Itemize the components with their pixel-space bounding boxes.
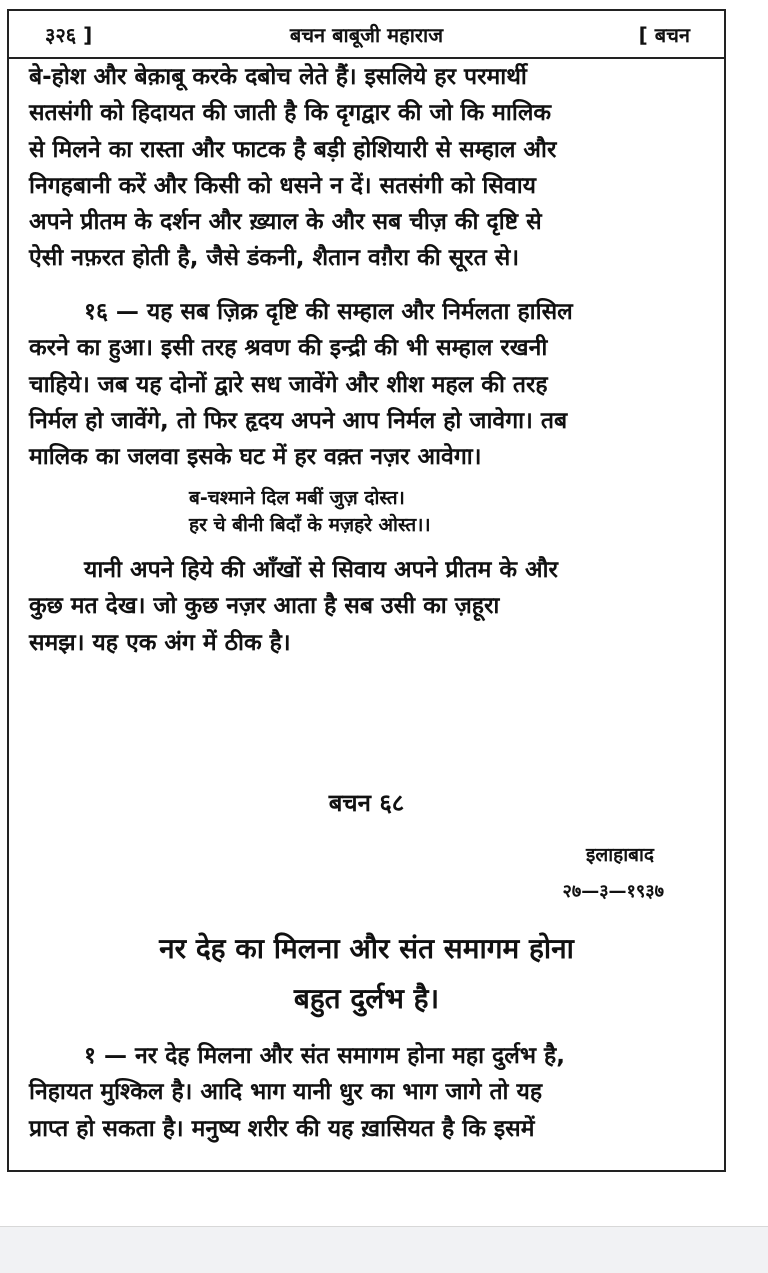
- text-line: निहायत मुश्किल है। आदि भाग यानी धुर का भाग जागे तो यह: [29, 1079, 543, 1106]
- text-line: प्राप्त हो सकता है। मनुष्य शरीर की यह ख़ासियत है कि इसमें: [29, 1115, 535, 1142]
- page-number: ३२६ ]: [45, 23, 93, 47]
- text-line: सतसंगी को हिदायत की जाती है कि दृगद्वार की जो कि मालिक: [29, 100, 552, 127]
- text-line: १६ — यह सब ज़िक्र दृष्टि की सम्हाल और निर्मलता हासिल: [84, 299, 573, 325]
- section-label: [ बचन: [638, 23, 690, 47]
- couplet: [189, 485, 431, 539]
- paragraph-3: [29, 552, 709, 661]
- text-line: मालिक का जलवा इसके घट में हर वक़्त नज़र आवेगा।: [29, 444, 482, 471]
- text-line: कुछ मत देख। जो कुछ नज़र आता है सब उसी का ज़हूरा: [29, 593, 500, 620]
- paragraph-4: [29, 1038, 709, 1147]
- date: २७—३—१९३७: [562, 881, 664, 902]
- place-name: इलाहाबाद: [585, 844, 654, 866]
- vachan-title: बचन ६८: [328, 789, 405, 817]
- text-line: समझ। यह एक अंग में ठीक है।: [29, 629, 291, 656]
- text-line: निगहबानी करें और किसी को धसने न दें। सतसंगी को सिवाय: [29, 172, 536, 199]
- couplet-line: हर चे बीनी बिदाँ के मज़हरे ओस्त।।: [189, 514, 431, 536]
- heading-line: नर देह का मिलना और संत समागम होना: [159, 932, 574, 965]
- heading-line: बहुत दुर्लभ है।: [293, 982, 440, 1015]
- viewer-bottom-bar: [0, 1226, 768, 1273]
- running-title: बचन बाबूजी महाराज: [289, 23, 444, 47]
- text-line: निर्मल हो जावेंगे, तो फिर हृदय अपने आप निर्मल हो जावेगा। तब: [29, 407, 568, 434]
- chapter-heading: [9, 924, 724, 1024]
- text-line: से मिलने का रास्ता और फाटक है बड़ी होशियारी से सम्हाल और: [29, 136, 557, 163]
- text-line: करने का हुआ। इसी तरह श्रवण की इन्द्री की भी सम्हाल रखनी: [29, 335, 548, 362]
- text-line: अपने प्रीतम के दर्शन और ख़्याल के और सब चीज़ की दृष्टि से: [29, 209, 542, 236]
- paragraph-2: [29, 294, 709, 475]
- text-line: यानी अपने हिये की आँखों से सिवाय अपने प्रीतम के और: [84, 557, 558, 583]
- book-page: [7, 9, 726, 1172]
- text-line: बे-होश और बेक़ाबू करके दबोच लेते हैं। इसलिये हर परमार्थी: [29, 64, 527, 90]
- paragraph-1: [29, 59, 709, 277]
- page-header: [9, 11, 724, 59]
- text-line: चाहिये। जब यह दोनों द्वारे सध जावेंगे और शीश महल की तरह: [29, 371, 548, 398]
- couplet-line: ब-चश्माने दिल मबीं जुज़ दोस्त।: [189, 487, 405, 509]
- text-line: १ — नर देह मिलना और संत समागम होना महा दुर्लभ है,: [84, 1043, 565, 1069]
- text-line: ऐसी नफ़रत होती है, जैसे डंकनी, शैतान वग़ैरा की सूरत से।: [29, 245, 520, 272]
